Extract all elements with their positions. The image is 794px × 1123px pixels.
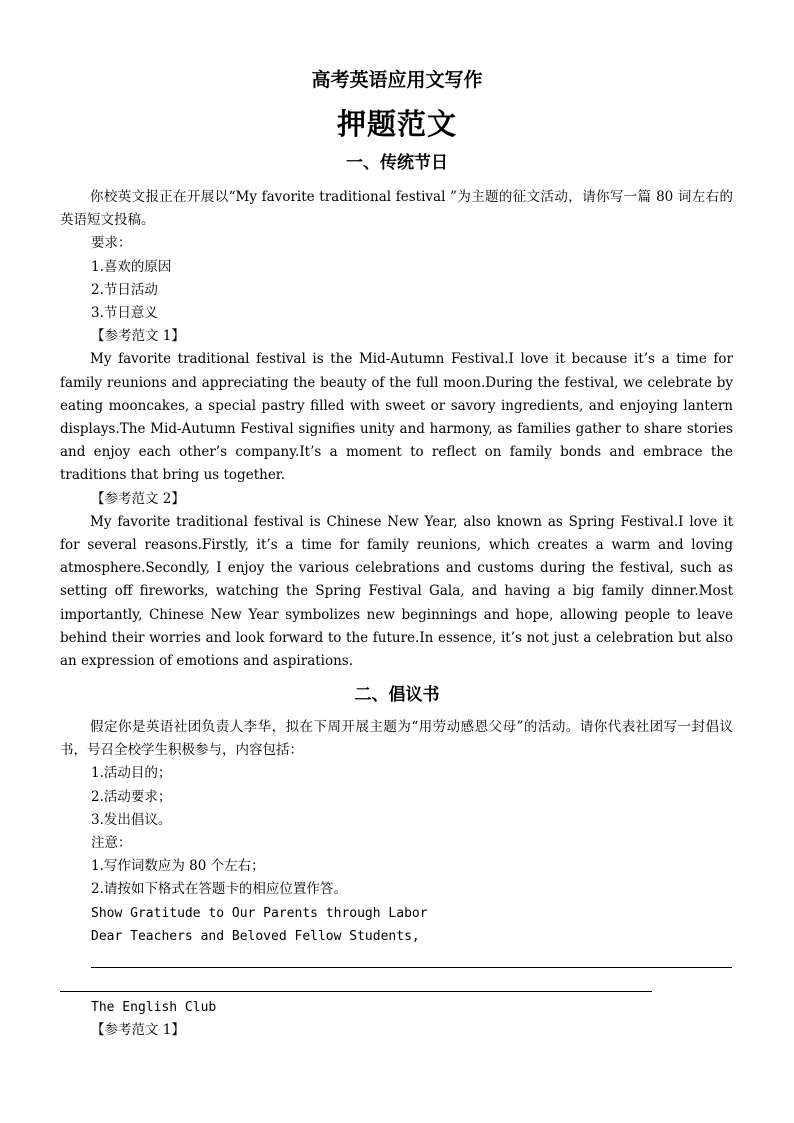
section-heading-traditional-festival: 一、传统节日 (346, 153, 448, 173)
answer-line (91, 967, 732, 968)
requirement-item: 3.节日意义 (91, 305, 158, 322)
content-item: 3.发出倡议。 (91, 811, 172, 828)
note-item: 2.请按如下格式在答题卡的相应位置作答。 (91, 881, 347, 898)
section-proposal (60, 716, 733, 948)
sample-essay-label: 【参考范文 1】 (91, 1022, 185, 1039)
letter-title: Show Gratitude to Our Parents through Labor (91, 905, 428, 921)
writing-prompt: 你校英文报正在开展以“My favorite traditional festival ”为主题的征文活动，请你写一篇 80 词左右的英语短文投稿。 (60, 189, 733, 229)
letter-closing (60, 996, 733, 1042)
content-item: 1.活动目的； (91, 765, 172, 782)
sample-essay-label: 【参考范文 2】 (91, 490, 185, 507)
document-subtitle: 押题范文 (336, 107, 457, 141)
content-item: 2.活动要求； (91, 788, 172, 805)
requirement-item: 1.喜欢的原因 (91, 258, 172, 275)
letter-signature: The English Club (91, 1000, 217, 1015)
letter-salutation: Dear Teachers and Beloved Fellow Students, (91, 928, 420, 944)
answer-line (60, 991, 652, 992)
requirements-label: 要求： (91, 235, 132, 252)
section-traditional-festival (60, 186, 733, 673)
sample-essay-text: My favorite traditional festival is the Mid-Autumn Festival.I love it because it’s a time for family reunions and appreciating the beauty of the full moon.During the festival, we celebrate by eating mooncakes, a special pastry filled with sweet or savory ingredients, and enjoying lantern displays.The Mid-Autumn Festival signifies unity and harmony, as families gather to share stories and enjoy each other’s company.It’s a moment to reflect on family bonds and embrace the traditions that bring us together. (60, 351, 733, 484)
document-title: 高考英语应用文写作 (311, 69, 483, 91)
requirement-item: 2.节日活动 (91, 281, 158, 298)
section-heading-proposal: 二、倡议书 (354, 685, 440, 705)
writing-prompt: 假定你是英语社团负责人李华，拟在下周开展主题为“用劳动感恩父母”的活动。请你代表社团写一封倡议书，号召全校学生积极参与，内容包括： (60, 719, 733, 759)
sample-essay-label: 【参考范文 1】 (91, 328, 185, 345)
notes-label: 注意： (91, 835, 132, 852)
sample-essay-text: My favorite traditional festival is Chinese New Year, also known as Spring Festival.I love it for several reasons.Firstly, it’s a time for family reunions, which creates a warm and loving atmosphere.Secondly, I enjoy the various celebrations and customs during the festival, such as setting off fireworks, watching the Spring Festival Gala, and having a big family dinner.Most importantly, Chinese New Year symbolizes new beginnings and hope, allowing people to leave behind their worries and look forward to the future.In essence, it’s not just a celebration but also an expression of emotions and aspirations. (60, 513, 733, 670)
note-item: 1.写作词数应为 80 个左右； (91, 858, 265, 875)
